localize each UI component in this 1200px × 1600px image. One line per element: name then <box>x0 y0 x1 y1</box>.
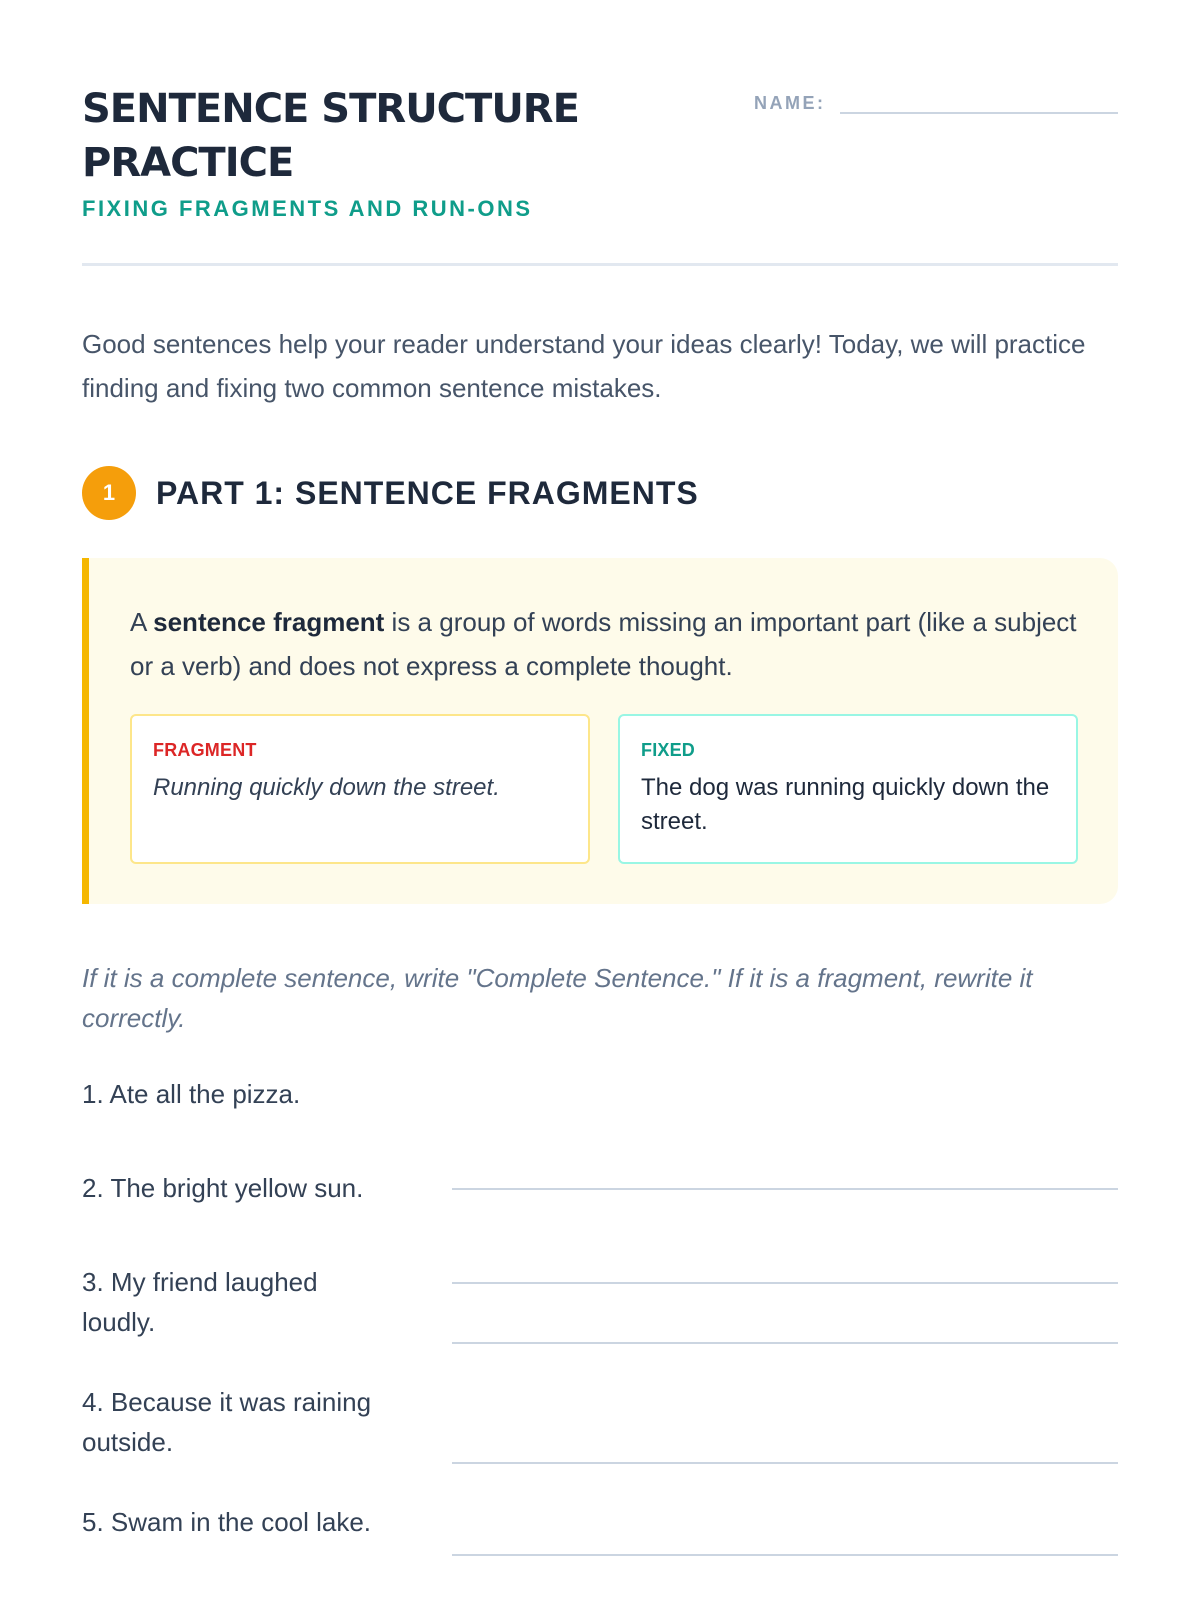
page-title: SENTENCE STRUCTURE PRACTICE <box>82 86 579 186</box>
exercise-item <box>82 1502 1118 1596</box>
part-1-heading <box>82 466 1118 520</box>
answer-line[interactable] <box>452 1282 1118 1284</box>
fixed-example-card <box>618 714 1078 864</box>
fixed-example-text: The dog was running quickly down the street. <box>641 774 1050 835</box>
fragment-example-card <box>130 714 590 864</box>
intro-paragraph: Good sentences help your reader understand your ideas clearly! Today, we will practice finding and fixing two common sentence mistakes. <box>82 329 1086 403</box>
exercise-item <box>82 1262 1118 1382</box>
name-field <box>754 86 1118 114</box>
exercise-item <box>82 1382 1118 1502</box>
answer-line[interactable] <box>452 1462 1118 1464</box>
exercise-item <box>82 1168 1118 1262</box>
answer-line[interactable] <box>452 1342 1118 1344</box>
answer-line[interactable] <box>452 1188 1118 1190</box>
exercise-prompt: 2. The bright yellow sun. <box>82 1173 364 1203</box>
definition-callout <box>82 558 1118 904</box>
page-subtitle: FIXING FRAGMENTS AND RUN-ONS <box>82 196 533 221</box>
exercise-item <box>82 1074 1118 1168</box>
definition-text <box>130 600 1078 688</box>
worksheet-header <box>82 82 1118 266</box>
fragment-label: FRAGMENT <box>153 740 257 760</box>
definition-prefix: A <box>130 607 154 637</box>
exercise-prompt: 5. Swam in the cool lake. <box>82 1507 372 1537</box>
exercise-prompt: 4. Because it was raining outside. <box>82 1387 372 1457</box>
exercise-instructions: If it is a complete sentence, write "Complete Sentence." If it is a fragment, rewrite it correctly. <box>82 963 1033 1033</box>
fixed-label: FIXED <box>641 740 696 760</box>
answer-line[interactable] <box>452 1554 1118 1556</box>
example-cards <box>130 714 1078 864</box>
exercise-list <box>82 1074 1118 1596</box>
name-label: NAME: <box>754 93 826 113</box>
exercise-prompt: 3. My friend laughed loudly. <box>82 1267 318 1337</box>
definition-term: sentence fragment <box>153 607 385 637</box>
definition-suffix: is a group of words missing an important part (like a subject or a verb) and does not express a complete thought. <box>130 607 1077 681</box>
part-number-badge: 1 <box>82 466 136 520</box>
exercise-prompt: 1. Ate all the pizza. <box>82 1079 301 1109</box>
fragment-example-text: Running quickly down the street. <box>153 774 500 801</box>
name-input-line[interactable] <box>840 86 1119 114</box>
part-title: PART 1: SENTENCE FRAGMENTS <box>156 474 699 511</box>
